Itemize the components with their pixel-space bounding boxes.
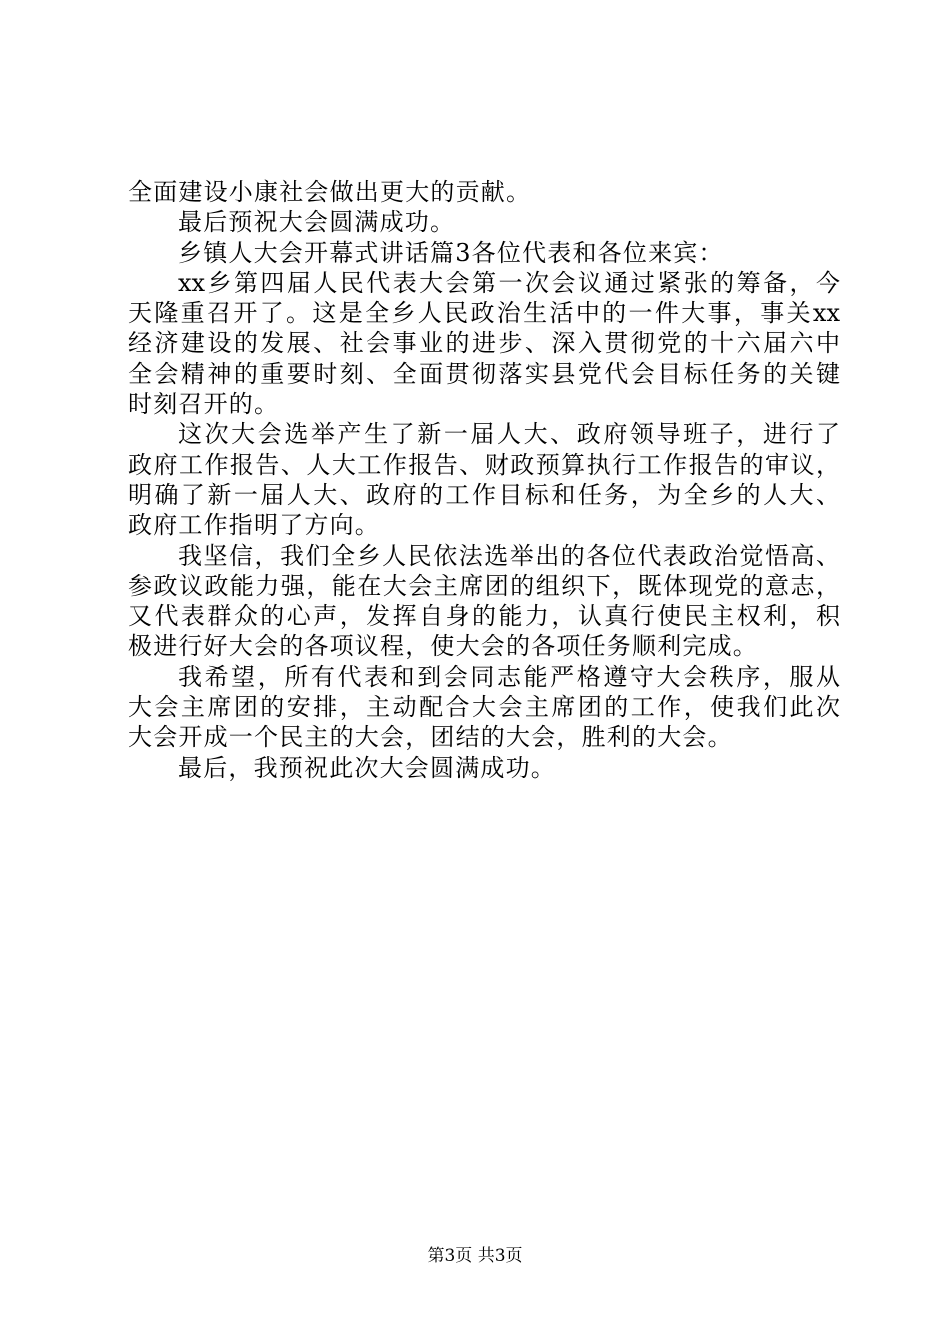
text-line: 明确了新一届人大、政府的工作目标和任务，为全乡的人大、 [128,480,840,509]
document-body [128,177,840,783]
text-line: 时刻召开的。 [128,390,280,419]
text-line: 最后，我预祝此次大会圆满成功。 [178,753,556,782]
text-line: 我坚信，我们全乡人民依法选举出的各位代表政治觉悟高、 [178,541,840,570]
text-line: 经济建设的发展、社会事业的进步、深入贯彻党的十六届六中 [128,329,840,358]
text-line: xx乡第四届人民代表大会第一次会议通过紧张的筹备，今 [178,268,840,297]
text-line: 参政议政能力强，能在大会主席团的组织下，既体现党的意志， [128,571,840,600]
text-line: 全面建设小康社会做出更大的贡献。 [128,178,532,206]
page-footer: 第3页 共3页 [427,1246,523,1266]
text-line: 最后预祝大会圆满成功。 [178,208,456,237]
text-line: 全会精神的重要时刻、全面贯彻落实县党代会目标任务的关键 [128,359,840,388]
text-line: 天隆重召开了。这是全乡人民政治生活中的一件大事，事关xx [128,299,840,328]
text-line: 大会开成一个民主的大会，团结的大会，胜利的大会。 [128,723,733,752]
text-line: 政府工作报告、人大工作报告、财政预算执行工作报告的审议， [128,450,840,479]
text-line: 这次大会选举产生了新一届人大、政府领导班子，进行了 [178,420,840,449]
text-line: 又代表群众的心声，发挥自身的能力，认真行使民主权利，积 [128,602,840,631]
text-line: 政府工作指明了方向。 [128,511,380,540]
text-line: 极进行好大会的各项议程，使大会的各项任务顺利完成。 [128,632,758,661]
text-line: 我希望，所有代表和到会同志能严格遵守大会秩序，服从 [178,662,840,691]
text-line: 乡镇人大会开幕式讲话篇3各位代表和各位来宾： [178,238,724,267]
text-line: 大会主席团的安排，主动配合大会主席团的工作，使我们此次 [128,693,840,722]
